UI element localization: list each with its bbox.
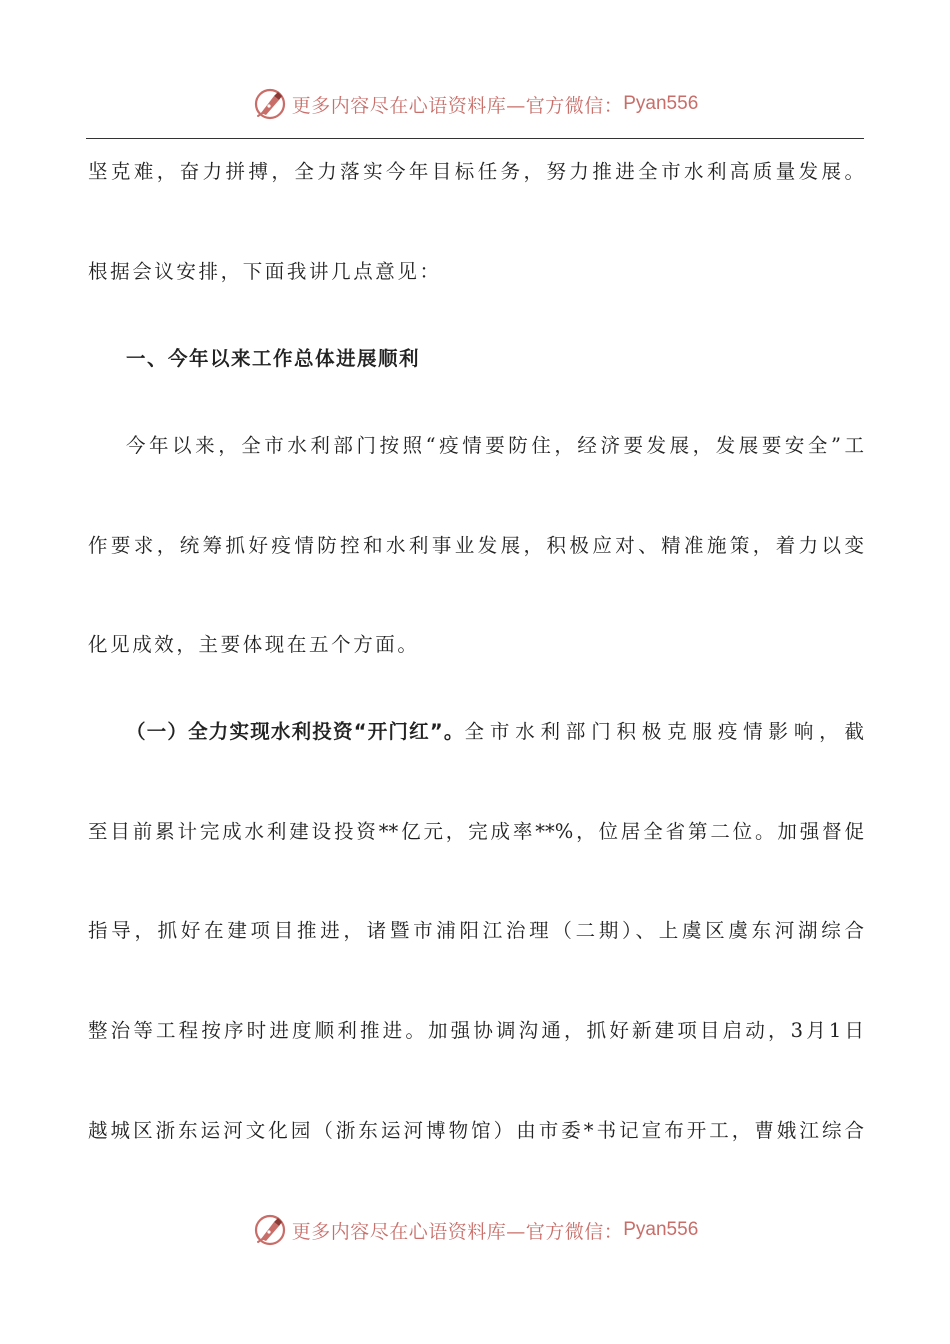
text-line: 作要求，统筹抓好疫情防控和水利事业发展，积极应对、精准施策，着力以变: [88, 534, 864, 557]
text-line: 坚克难，奋力拼搏，全力落实今年目标任务，努力推进全市水利高质量发展。: [88, 160, 864, 183]
text-line: 根据会议安排，下面我讲几点意见：: [88, 260, 442, 283]
text-line: 化见成效，主要体现在五个方面。: [88, 633, 420, 656]
text-line: 指导，抓好在建项目推进，诸暨市浦阳江治理（二期）、上虞区虞东河湖综合: [88, 919, 864, 942]
header-banner: [0, 86, 950, 122]
text-line: 越城区浙东运河文化园（浙东运河博物馆）由市委*书记宣布开工，曹娥江综合: [88, 1119, 864, 1142]
pen-nib-logo-icon: [252, 86, 288, 122]
text-line: 至目前累计完成水利建设投资**亿元，完成率**%，位居全省第二位。加强督促: [88, 820, 864, 843]
footer-banner: [0, 1212, 950, 1248]
header-divider: [86, 138, 864, 139]
section-heading: 一、今年以来工作总体进展顺利: [126, 347, 421, 370]
banner-text: 更多内容尽在心语资料库—官方微信：: [291, 94, 624, 117]
text-line: 今年以来，全市水利部门按照“疫情要防住，经济要发展，发展要安全”工: [126, 434, 864, 457]
text-line: 整治等工程按序时进度顺利推进。加强协调沟通，抓好新建项目启动，3月1日: [88, 1019, 864, 1042]
subsection-line: [126, 717, 864, 747]
banner-text: 更多内容尽在心语资料库—官方微信：: [291, 1220, 624, 1243]
subsection-title: （一）全力实现水利投资“开门红”。: [126, 720, 465, 743]
pen-nib-logo-icon: [252, 1212, 288, 1248]
banner-wechat-id: Pyan556: [623, 93, 699, 114]
subsection-text: 全市水利部门积极克服疫情影响，截: [464, 720, 864, 743]
banner-wechat-id: Pyan556: [623, 1219, 699, 1240]
